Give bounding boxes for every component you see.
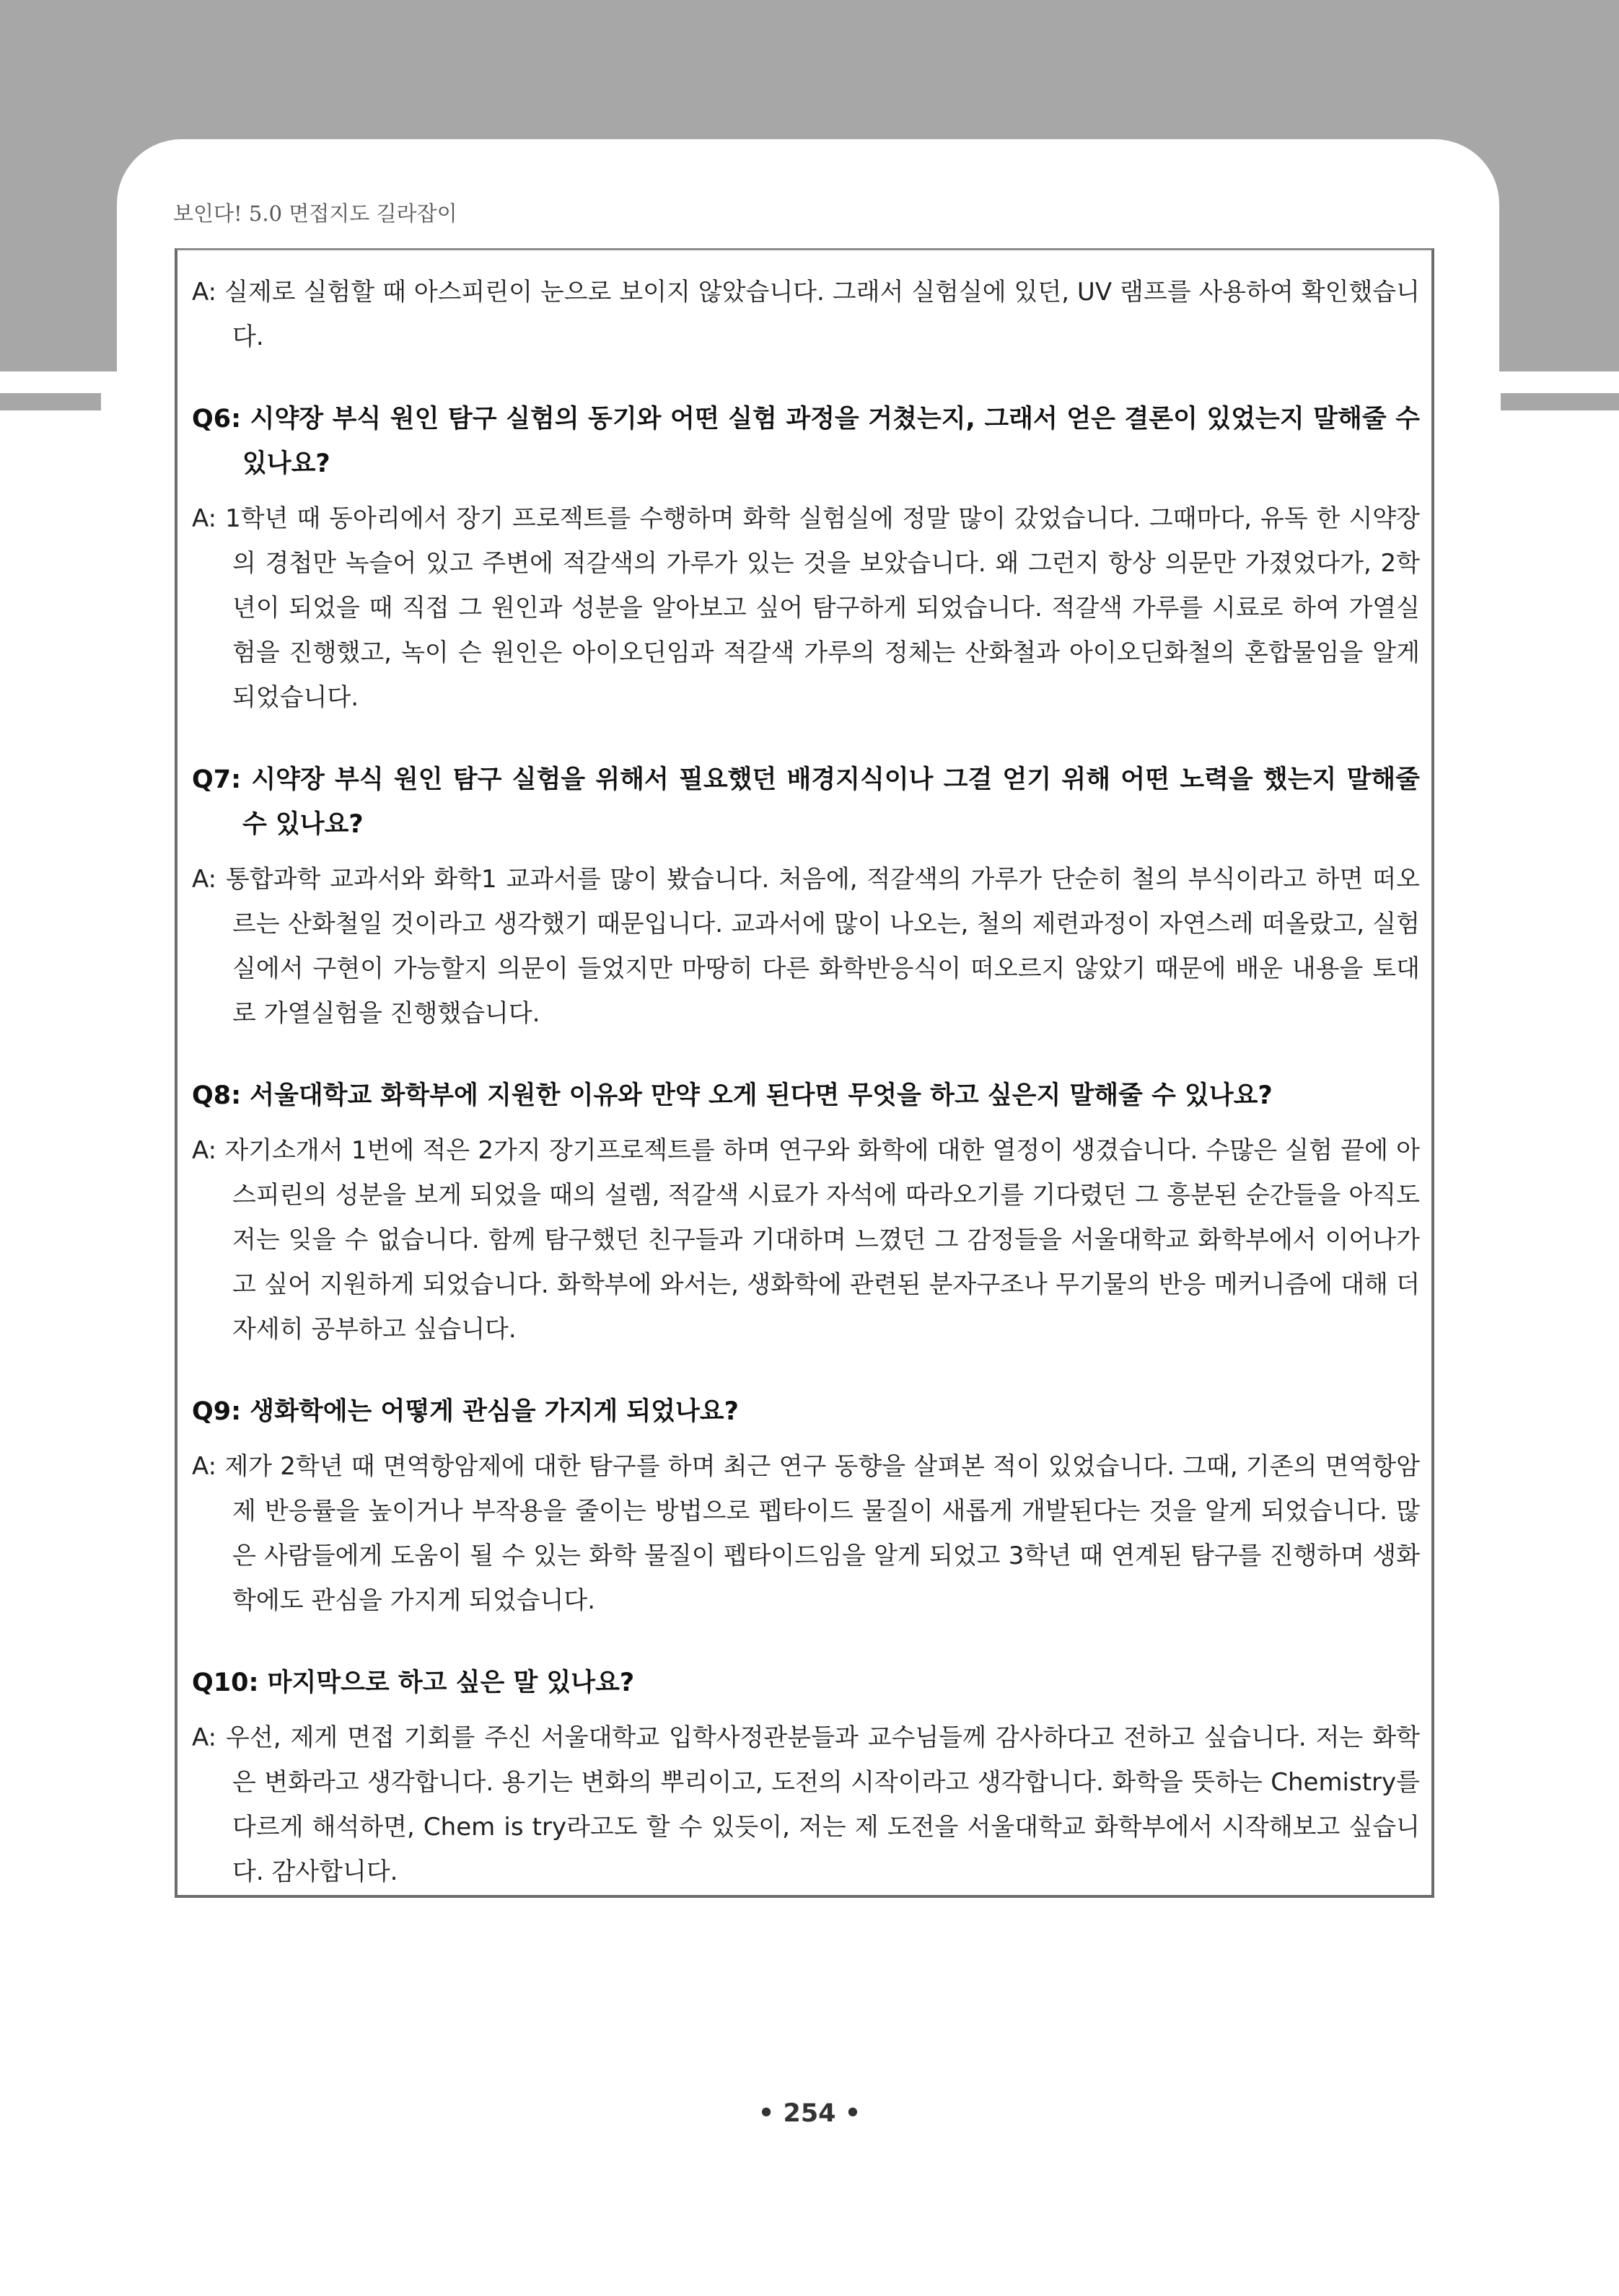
qa-block-q7	[192, 757, 1420, 1036]
qa-block-q6	[192, 397, 1420, 720]
right-edge-bar	[1501, 393, 1619, 410]
answer-q6: A: 1학년 때 동아리에서 장기 프로젝트를 수행하며 화학 실험실에 정말 많이 갔었습니다. 그때마다, 유독 한 시약장의 경첩만 녹슬어 있고 주변에 적갈색의 가루가 있는 것을 보았습니다. 왜 그런지 항상 의문만 가졌었다가, 2학년이 되었을 때 직접 그 원인과 성분을 알아보고 싶어 탐구하게 되었습니다. 적갈색 가루를 시료로 하여 가열실험을 진행했고, 녹이 슨 원인은 아이오딘임과 적갈색 가루의 정체는 산화철과 아이오딘화철의 혼합물임을 알게 되었습니다.	[192, 504, 1420, 712]
qa-block-q8	[192, 1073, 1420, 1352]
answer-q9: A: 제가 2학년 때 면역항암제에 대한 탐구를 하며 최근 연구 동향을 살펴본 적이 있었습니다. 그때, 기존의 면역항암제 반응률을 높이거나 부작용을 줄이는 방법으로 펩타이드 물질이 새롭게 개발된다는 것을 알게 되었습니다. 많은 사람들에게 도움이 될 수 있는 화학 물질이 펩타이드임을 알게 되었고 3학년 때 연계된 탐구를 진행하며 생화학에도 관심을 가지게 되었습니다.	[192, 1452, 1420, 1615]
question-q9: Q9: 생화학에는 어떻게 관심을 가지게 되었나요?	[192, 1397, 739, 1426]
qa-block-q9	[192, 1389, 1420, 1623]
qa-block-q10	[192, 1661, 1420, 1894]
question-q10: Q10: 마지막으로 하고 싶은 말 있나요?	[192, 1668, 635, 1697]
answer-q7: A: 통합과학 교과서와 화학1 교과서를 많이 봤습니다. 처음에, 적갈색의 가루가 단순히 철의 부식이라고 하면 떠오르는 산화철일 것이라고 생각했기 때문입니다. 교과서에 많이 나오는, 철의 제련과정이 자연스레 떠올랐고, 실험실에서 구현이 가능할지 의문이 들었지만 마땅히 다른 화학반응식이 떠오르지 않았기 때문에 배운 내용을 토대로 가열실험을 진행했습니다.	[192, 865, 1420, 1028]
running-header: 보인다! 5.0 면접지도 길라잡이	[173, 201, 457, 226]
answer-q10: A: 우선, 제게 면접 기회를 주신 서울대학교 입학사정관분들과 교수님들께 감사하다고 전하고 싶습니다. 저는 화학은 변화라고 생각합니다. 용기는 변화의 뿌리이고, 도전의 시작이라고 생각합니다. 화학을 뜻하는 Chemistry를 다르게 해석하면, Chem is try라고도 할 수 있듯이, 저는 제 도전을 서울대학교 화학부에서 시작해보고 싶습니다. 감사합니다.	[192, 1723, 1420, 1886]
question-q7: Q7: 시약장 부식 원인 탐구 실험을 위해서 필요했던 배경지식이나 그걸 얻기 위해 어떤 노력을 했는지 말해줄 수 있나요?	[192, 765, 1420, 839]
left-edge-bar	[0, 393, 101, 410]
answer-q5: A: 실제로 실험할 때 아스피린이 눈으로 보이지 않았습니다. 그래서 실험실에 있던, UV 램프를 사용하여 확인했습니다.	[192, 278, 1420, 351]
qa-block-q5	[192, 270, 1420, 359]
answer-q8: A: 자기소개서 1번에 적은 2가지 장기프로젝트를 하며 연구와 화학에 대한 열정이 생겼습니다. 수많은 실험 끝에 아스피린의 성분을 보게 되었을 때의 설렘, 적갈색 시료가 자석에 따라오기를 기다렸던 그 흥분된 순간들을 아직도 저는 잊을 수 없습니다. 함께 탐구했던 친구들과 기대하며 느꼈던 그 감정들을 서울대학교 화학부에서 이어나가고 싶어 지원하게 되었습니다. 화학부에 와서는, 생화학에 관련된 분자구조나 무기물의 반응 메커니즘에 대해 더 자세히 공부하고 싶습니다.	[192, 1136, 1420, 1344]
question-q8: Q8: 서울대학교 화학부에 지원한 이유와 만약 오게 된다면 무엇을 하고 싶은지 말해줄 수 있나요?	[192, 1081, 1273, 1110]
qa-list	[192, 270, 1420, 1894]
page-number: • 254 •	[758, 2099, 861, 2128]
question-q6: Q6: 시약장 부식 원인 탐구 실험의 동기와 어떤 실험 과정을 거쳤는지, 그래서 얻은 결론이 있었는지 말해줄 수 있나요?	[192, 405, 1420, 478]
